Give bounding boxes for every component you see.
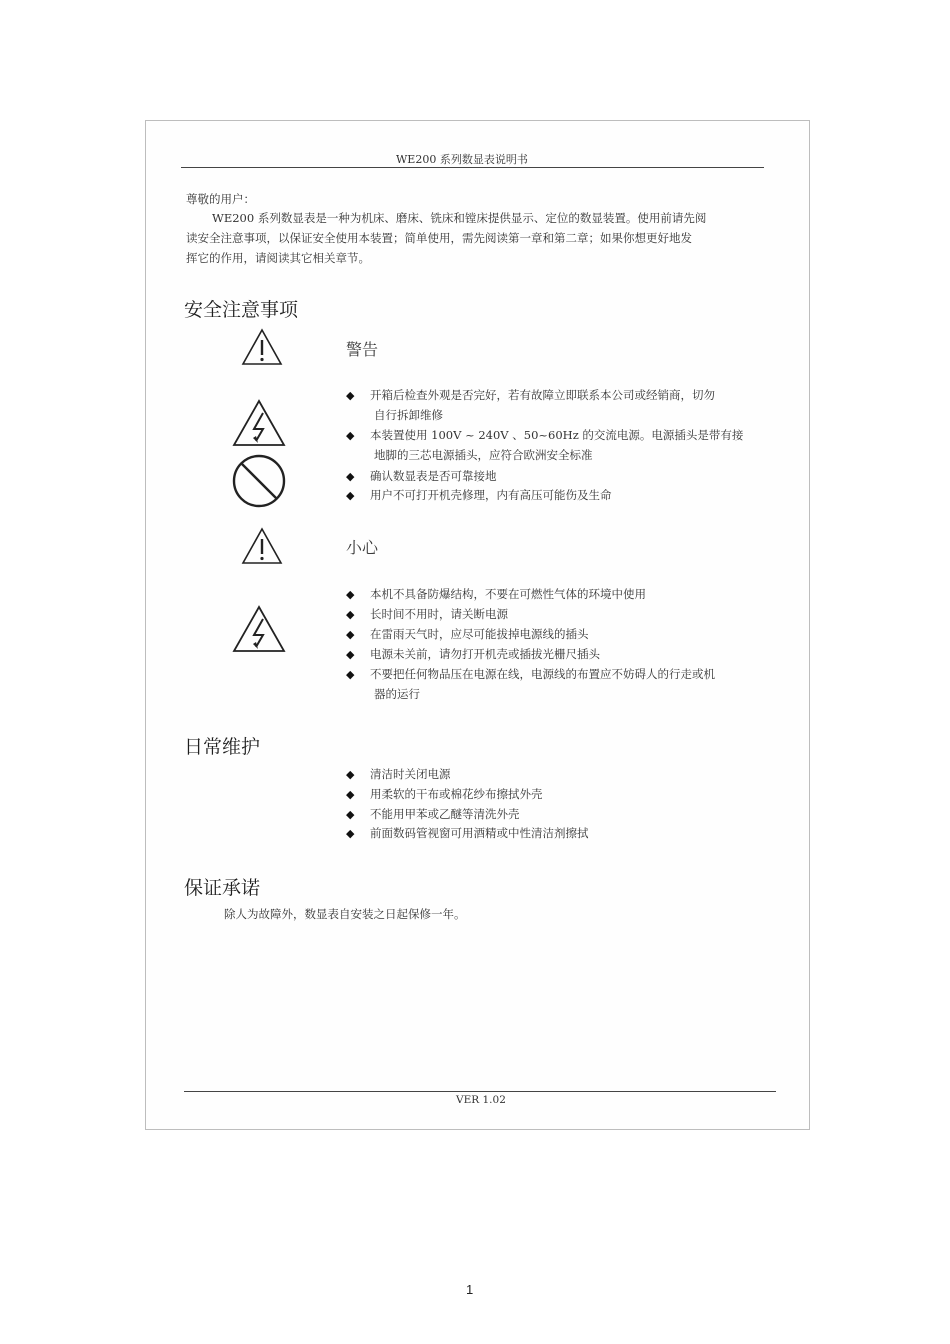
warning-item-continuation: 自行拆卸维修: [374, 408, 443, 422]
caution-title: 小心: [346, 538, 379, 557]
header-rule: [181, 167, 764, 168]
warning-title: 警告: [346, 340, 379, 359]
section-heading-warranty: 保证承诺: [184, 877, 261, 899]
maintenance-item: ◆ 用柔软的干布或棉花纱布擦拭外壳: [346, 787, 543, 801]
prohibited-icon: [232, 454, 286, 508]
maintenance-item: ◆ 不能用甲苯或乙醚等清洗外壳: [346, 807, 520, 821]
intro-line: WE200 系列数显表是一种为机床、磨床、铣床和镗床提供显示、定位的数显装置。使用前请先阅: [212, 211, 707, 225]
caution-item: ◆ 不要把任何物品压在电源在线，电源线的布置应不妨碍人的行走或机: [346, 667, 715, 681]
caution-item: ◆ 电源未关前，请勿打开机壳或插拔光栅尺插头: [346, 647, 600, 661]
caution-item: ◆ 在雷雨天气时，应尽可能拔掉电源线的插头: [346, 627, 589, 641]
maintenance-item: ◆ 前面数码管视窗可用酒精或中性清洁剂擦拭: [346, 826, 589, 840]
high-voltage-icon: [232, 399, 286, 447]
section-heading-maintenance: 日常维护: [184, 736, 261, 758]
high-voltage-icon: [232, 605, 286, 653]
caution-item: ◆ 长时间不用时，请关断电源: [346, 607, 508, 621]
warning-item: ◆ 用户不可打开机壳修理，内有高压可能伤及生命: [346, 488, 612, 502]
warning-item: ◆ 确认数显表是否可靠接地: [346, 469, 497, 483]
warning-item-continuation: 地脚的三芯电源插头，应符合欧洲安全标准: [374, 448, 593, 462]
warning-triangle-icon: [241, 527, 283, 565]
intro-greeting: 尊敬的用户：: [186, 192, 255, 206]
scanned-page: [145, 120, 810, 1130]
intro-line: 挥它的作用，请阅读其它相关章节。: [186, 251, 370, 265]
footer-rule: [184, 1091, 776, 1092]
intro-line: 读安全注意事项，以保证安全使用本装置；简单使用，需先阅读第一章和第二章；如果你想更好地发: [186, 231, 692, 245]
footer-version: VER 1.02: [456, 1094, 506, 1106]
maintenance-item: ◆ 清洁时关闭电源: [346, 767, 451, 781]
warning-triangle-icon: [241, 328, 283, 366]
caution-item: ◆ 本机不具备防爆结构，不要在可燃性气体的环境中使用: [346, 587, 646, 601]
warning-item: ◆ 本装置使用 100V ~ 240V 、50~60Hz 的交流电源。电源插头是带有接: [346, 428, 744, 442]
caution-item-continuation: 器的运行: [374, 687, 420, 701]
section-heading-safety: 安全注意事项: [184, 299, 299, 321]
page-number: 1: [466, 1282, 474, 1297]
warning-item: ◆ 开箱后检查外观是否完好，若有故障立即联系本公司或经销商，切勿: [346, 388, 715, 402]
header-title: WE200 系列数显表说明书: [396, 153, 528, 166]
warranty-text: 除人为故障外，数显表自安装之日起保修一年。: [224, 907, 466, 921]
